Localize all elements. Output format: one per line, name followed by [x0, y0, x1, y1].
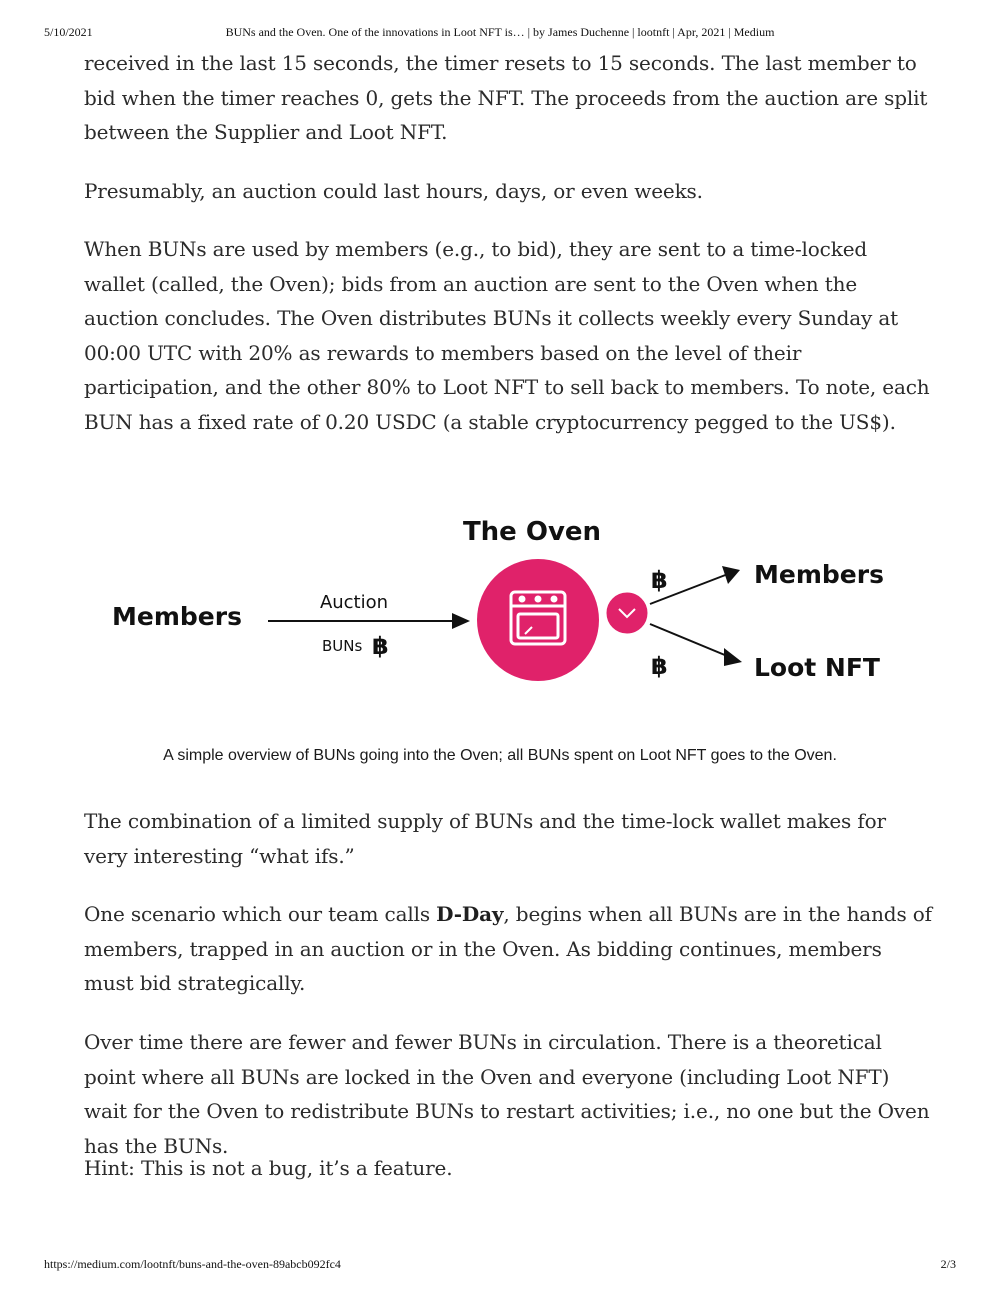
- diagram-source-members: Members: [112, 602, 242, 631]
- bun-symbol-top-icon: ฿: [651, 566, 668, 594]
- d-day-text-before: One scenario which our team calls: [84, 902, 437, 926]
- buns-label: BUNs: [322, 637, 363, 655]
- paragraph-what-ifs: The combination of a limited supply of BUNs and the time-lock wallet makes for very interesting “what ifs.”: [84, 809, 886, 868]
- print-page-number: 2/3: [940, 1257, 956, 1271]
- print-url: https://medium.com/lootnft/buns-and-the-oven-89abcb092fc4: [44, 1257, 341, 1271]
- paragraph-d-day: [84, 897, 934, 1001]
- print-page-title: BUNs and the Oven. One of the innovations in Loot NFT is… | by James Duchenne | lootnft | Apr, 2021 | Medium: [225, 25, 775, 39]
- diagram-title: The Oven: [462, 517, 602, 547]
- paragraph-hint: Hint: This is not a bug, it’s a feature.: [84, 1156, 453, 1180]
- arrow-to-lootnft-head: [724, 648, 742, 666]
- auction-label: Auction: [319, 592, 389, 613]
- split-node: [605, 591, 649, 635]
- paragraph-oven-explanation: When BUNs are used by members (e.g., to bid), they are sent to a time-locked wallet (called, the Oven); bids from an auction are sent to the Oven when the auction concludes. The Oven distributes BUNs it collects weekly every Sunday at 00:00 UTC with 20% as rewards to members based on the level of their participation, and the other 80% to Loot NFT to sell back to members. To note, each BUN has a fixed rate of 0.20 USDC (a stable cryptocurrency pegged to the US$).: [84, 237, 930, 434]
- auction-arrow-head: [452, 613, 470, 629]
- figure-caption: A simple overview of BUNs going into the Oven; all BUNs spent on Loot NFT goes to the Oven.: [163, 747, 837, 764]
- diagram-target-members: Members: [754, 560, 884, 589]
- bun-symbol-bottom-icon: ฿: [651, 652, 668, 680]
- paragraph-auction-duration: Presumably, an auction could last hours, days, or even weeks.: [84, 179, 703, 203]
- print-date: 5/10/2021: [44, 25, 93, 39]
- diagram-target-lootnft: Loot NFT: [754, 653, 880, 682]
- d-day-term: D-Day: [436, 902, 504, 926]
- oven-diagram: [100, 508, 900, 698]
- paragraph-circulation: Over time there are fewer and fewer BUNs in circulation. There is a theoretical point where all BUNs are locked in the Oven and everyone (including Loot NFT) wait for the Oven to redistribute BUNs to restart activities; i.e., no one but the Oven has the BUNs.: [84, 1030, 930, 1158]
- bun-symbol-icon: ฿: [372, 632, 389, 660]
- oven-circle: [477, 559, 599, 681]
- paragraph-auction-end: received in the last 15 seconds, the timer resets to 15 seconds. The last member to bid when the timer reaches 0, gets the NFT. The proceeds from the auction are split between the Supplier and Loot NFT.: [84, 51, 928, 144]
- d-day-text-after: , begins when all BUNs are in the hands of members, trapped in an auction or in the Oven. As bidding continues, members must bid strategically.: [84, 902, 932, 995]
